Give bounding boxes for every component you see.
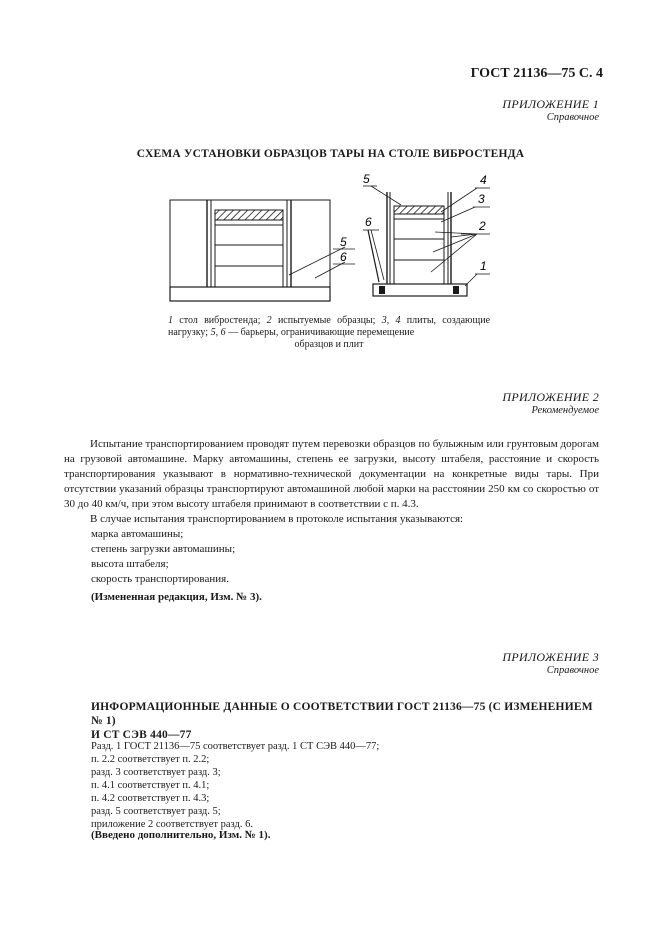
- right-label-3: 3: [478, 192, 485, 206]
- page-header: ГОСТ 21136—75 С. 4: [470, 66, 603, 81]
- appendix3-heading: [91, 700, 601, 742]
- appendix3-note: (Введено дополнительно, Изм. № 1).: [91, 829, 271, 841]
- right-label-6: 6: [365, 215, 372, 229]
- right-label-5: 5: [363, 172, 370, 186]
- appendix2-label: [502, 391, 599, 417]
- appendix3-title: ПРИЛОЖЕНИЕ 3: [502, 650, 599, 664]
- appendix3-heading-line-1: ИНФОРМАЦИОННЫЕ ДАННЫЕ О СООТВЕТСТВИИ ГОСТ 21136—75 (С ИЗМЕНЕНИЕМ № 1): [91, 701, 593, 727]
- list-item: приложение 2 соответствует разд. 6.: [91, 819, 253, 830]
- list-item: п. 2.2 соответствует п. 2.2;: [91, 754, 210, 765]
- appendix2-title: ПРИЛОЖЕНИЕ 2: [502, 390, 599, 404]
- caption-text-5: образцов и плит: [294, 339, 364, 350]
- appendix3-label: [502, 651, 599, 677]
- list-item: высота штабеля;: [91, 558, 169, 570]
- right-label-4: 4: [480, 173, 487, 187]
- list-item: разд. 5 соответствует разд. 5;: [91, 806, 221, 817]
- right-label-1: 1: [480, 259, 487, 273]
- vibrostand-diagram: [165, 172, 495, 307]
- left-view: [170, 200, 355, 301]
- appendix3-list: [91, 740, 379, 831]
- right-view: [363, 172, 490, 296]
- appendix1-subtitle: Справочное: [546, 112, 599, 123]
- appendix3-heading-line-2: И СТ СЭВ 440—77: [91, 729, 192, 741]
- caption-num-56: 5, 6: [210, 327, 226, 338]
- list-item: п. 4.2 соответствует п. 4.3;: [91, 793, 210, 804]
- caption-text-2: испытуемые образцы;: [271, 315, 382, 326]
- right-label-2: 2: [479, 219, 486, 233]
- appendix2-note: (Измененная редакция, Изм. № 3).: [91, 591, 262, 603]
- caption-text-1: стол вибростенда;: [173, 315, 267, 326]
- list-item: Разд. 1 ГОСТ 21136—75 соответствует разд. 1 СТ СЭВ 440—77;: [91, 741, 380, 752]
- appendix1-heading: СХЕМА УСТАНОВКИ ОБРАЗЦОВ ТАРЫ НА СТОЛЕ ВИБРОСТЕНДА: [136, 148, 525, 160]
- appendix2-paragraph-1: Испытание транспортированием проводят путем перевозки образцов по булыжным или грунтовым дорогам на грузовой автомашине. Марку автомашины, степень ее загрузки, высоту штабеля, расстояние и скорость транспортирования указывают в нормативно-технической документации на конкретные виды тары. При отсутствии указаний образцы транспортируют автомашиной любой марки на расстоянии 250 км со скоростью от 30 до 40 км/ч, при этом высоту штабеля принимают в соответствии с п. 4.3.: [64, 438, 599, 510]
- list-item: марка автомашины;: [91, 528, 184, 540]
- caption-text-3: плиты, создающие нагрузку;: [168, 315, 491, 338]
- list-item: п. 4.1 соответствует п. 4.1;: [91, 780, 210, 791]
- caption-num-2: 2: [266, 315, 272, 326]
- figure-caption: [168, 315, 490, 351]
- caption-text-4: — барьеры, ограничивающие перемещение: [225, 327, 415, 338]
- caption-num-34: 3, 4: [381, 315, 401, 326]
- appendix1-title: ПРИЛОЖЕНИЕ 1: [502, 97, 599, 111]
- appendix1-label: [502, 98, 599, 124]
- caption-num-1: 1: [168, 315, 173, 326]
- appendix2-subtitle: Рекомендуемое: [531, 405, 599, 416]
- appendix3-subtitle: Справочное: [546, 665, 599, 676]
- list-item: степень загрузки автомашины;: [91, 543, 236, 555]
- list-item: скорость транспортирования.: [91, 573, 229, 585]
- appendix2-body: [64, 437, 599, 527]
- left-label-5: 5: [340, 235, 347, 249]
- appendix2-list: [91, 527, 235, 587]
- appendix2-paragraph-2: В случае испытания транспортированием в протоколе испытания указываются:: [90, 513, 464, 525]
- list-item: разд. 3 соответствует разд. 3;: [91, 767, 221, 778]
- left-label-6: 6: [340, 250, 347, 264]
